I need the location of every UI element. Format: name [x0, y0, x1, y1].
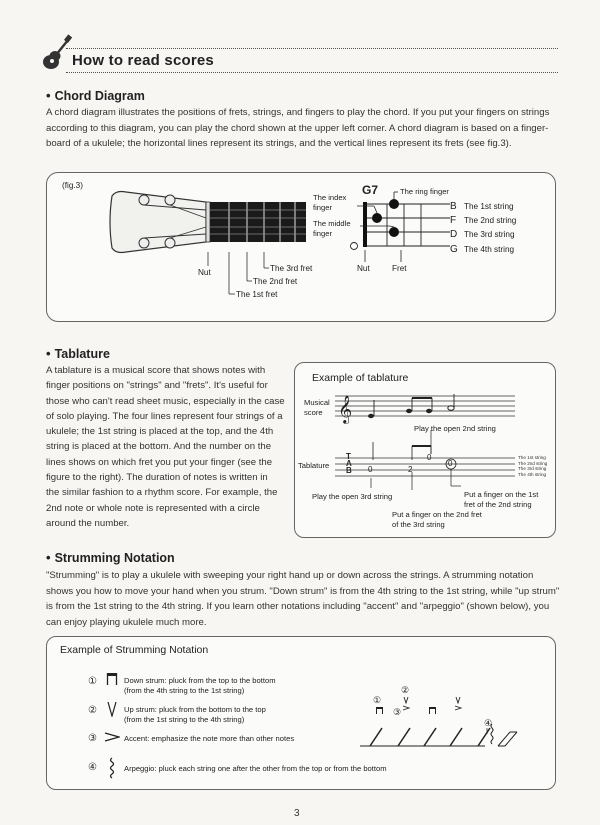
down-strum-icon — [106, 672, 118, 686]
strumming-paragraph: "Strumming" is to play a ukulele with sweeping your right hand up or down across the strings. A strumming notation shows you how to move your hand when you strum. "Down strum" is from the 4th string to the 1st string, while "up strum" is from the 1st string to the 4th string. If you learn other notations including "accent" and "arpeggio" (shown below), you can enjoy playing ukulele much more. — [46, 570, 560, 628]
chord-diagram-paragraph: A chord diagram illustrates the positions of frets, strings, and fingers to play the chord. If you put your fingers on strings according to this diagram, you can play the chord shown at the upper left corner. A chord diagram is based on a finger- board of a ukulele; the horizontal lines represent its strings, and the vertical lines represent its frets (see fig.3). — [46, 107, 550, 150]
annotation-2nd-fret: Put a finger on the 2nd fret of the 3rd string — [392, 510, 482, 529]
tab-string-names: The 1st string The 2nd string The 3rd string The 4th string — [518, 455, 548, 477]
annotation-open-3rd: Play the open 3rd string — [312, 492, 393, 501]
annotation-open-2nd: Play the open 2nd string — [414, 424, 496, 433]
tab-number-whole: 0 — [448, 459, 453, 468]
tablature-notation — [335, 390, 515, 490]
middle-finger-label: The middle finger — [313, 219, 351, 238]
fig-label: (fig.3) — [62, 181, 83, 190]
index-finger-label: The index finger — [313, 193, 347, 212]
tablature-label: Tablature — [298, 461, 330, 470]
ukulele-icon — [40, 34, 74, 72]
tab-number: 0 — [368, 465, 373, 474]
example-number: ④ — [484, 718, 493, 728]
musical-score-label: Musical score — [304, 398, 330, 417]
tab-number: 0 — [427, 453, 432, 462]
string-label: The 4th string — [464, 244, 515, 254]
item-text: Arpeggio: pluck each string one after the other from the top or from the bottom — [124, 764, 387, 773]
item-number: ③ — [88, 733, 97, 744]
page-title: How to read scores — [72, 52, 214, 69]
string-legend — [450, 199, 516, 256]
ring-finger-label: The ring finger — [400, 187, 449, 196]
string-label: The 3rd string — [464, 230, 515, 240]
annotation-1st-fret: Put a finger on the 1st fret of the 2nd string — [464, 490, 539, 509]
string-letter: G — [450, 243, 458, 255]
string-letter: D — [450, 229, 458, 241]
string-label: The 2nd string — [464, 215, 517, 225]
item-text: Accent: emphasize the note more than other notes — [124, 734, 295, 743]
chord-name: G7 — [362, 183, 379, 197]
diagram-fret-label: Fret — [392, 264, 407, 273]
chord-diagram-heading: • Chord Diagram — [46, 88, 145, 103]
item-number: ② — [88, 705, 97, 716]
item-text: Down strum: pluck from the top to the bottom (from the 4th string to the 1st string) — [124, 676, 276, 695]
neck-fret2-label: The 2nd fret — [253, 277, 298, 286]
tab-clef: T A B — [346, 452, 352, 475]
tab-number: 2 — [408, 465, 413, 474]
arpeggio-icon — [108, 757, 116, 779]
tablature-paragraph: A tablature is a musical score that shows notes with finger positions on "strings" and "frets". It's useful for those who can't read sheet music, especially in the case of solo playing. The four lines represent four strings of a ukulele; the 1st string is placed at the top, and the 4th string is placed at the bottom. And the number on the lines shows on which fret you put your finger (see the figure to the right). The duration of notes is written in the similar fashion to a rhythm score. For example, the 2nd note or whole note is represented with a circle around the number. — [46, 365, 285, 529]
neck-fret3-label: The 3rd fret — [270, 264, 313, 273]
strum-pattern-example — [360, 694, 530, 750]
item-text: Up strum: pluck from the bottom to the top (from the 1st string to the 4th string) — [124, 705, 266, 724]
item-number: ④ — [88, 762, 97, 773]
tablature-example-title: Example of tablature — [312, 372, 409, 384]
string-label: The 1st string — [464, 201, 514, 211]
neck-nut-label: Nut — [198, 268, 211, 277]
example-number: ② — [401, 685, 410, 695]
diagram-pointer-lines — [360, 250, 410, 264]
string-letter: F — [450, 214, 457, 226]
tablature-heading: • Tablature — [46, 346, 110, 361]
item-number: ① — [88, 676, 97, 687]
string-letter: B — [450, 200, 457, 212]
strumming-heading: • Strumming Notation — [46, 550, 175, 565]
svg-text:𝄞: 𝄞 — [338, 395, 353, 423]
up-strum-icon — [106, 701, 118, 717]
diagram-nut-label: Nut — [357, 264, 370, 273]
page-number: 3 — [294, 808, 300, 819]
example-number: ① — [373, 695, 382, 705]
neck-fret1-label: The 1st fret — [236, 290, 278, 299]
accent-icon — [104, 732, 120, 742]
strumming-box-title: Example of Strumming Notation — [60, 644, 209, 656]
example-number: ③ — [393, 707, 402, 717]
